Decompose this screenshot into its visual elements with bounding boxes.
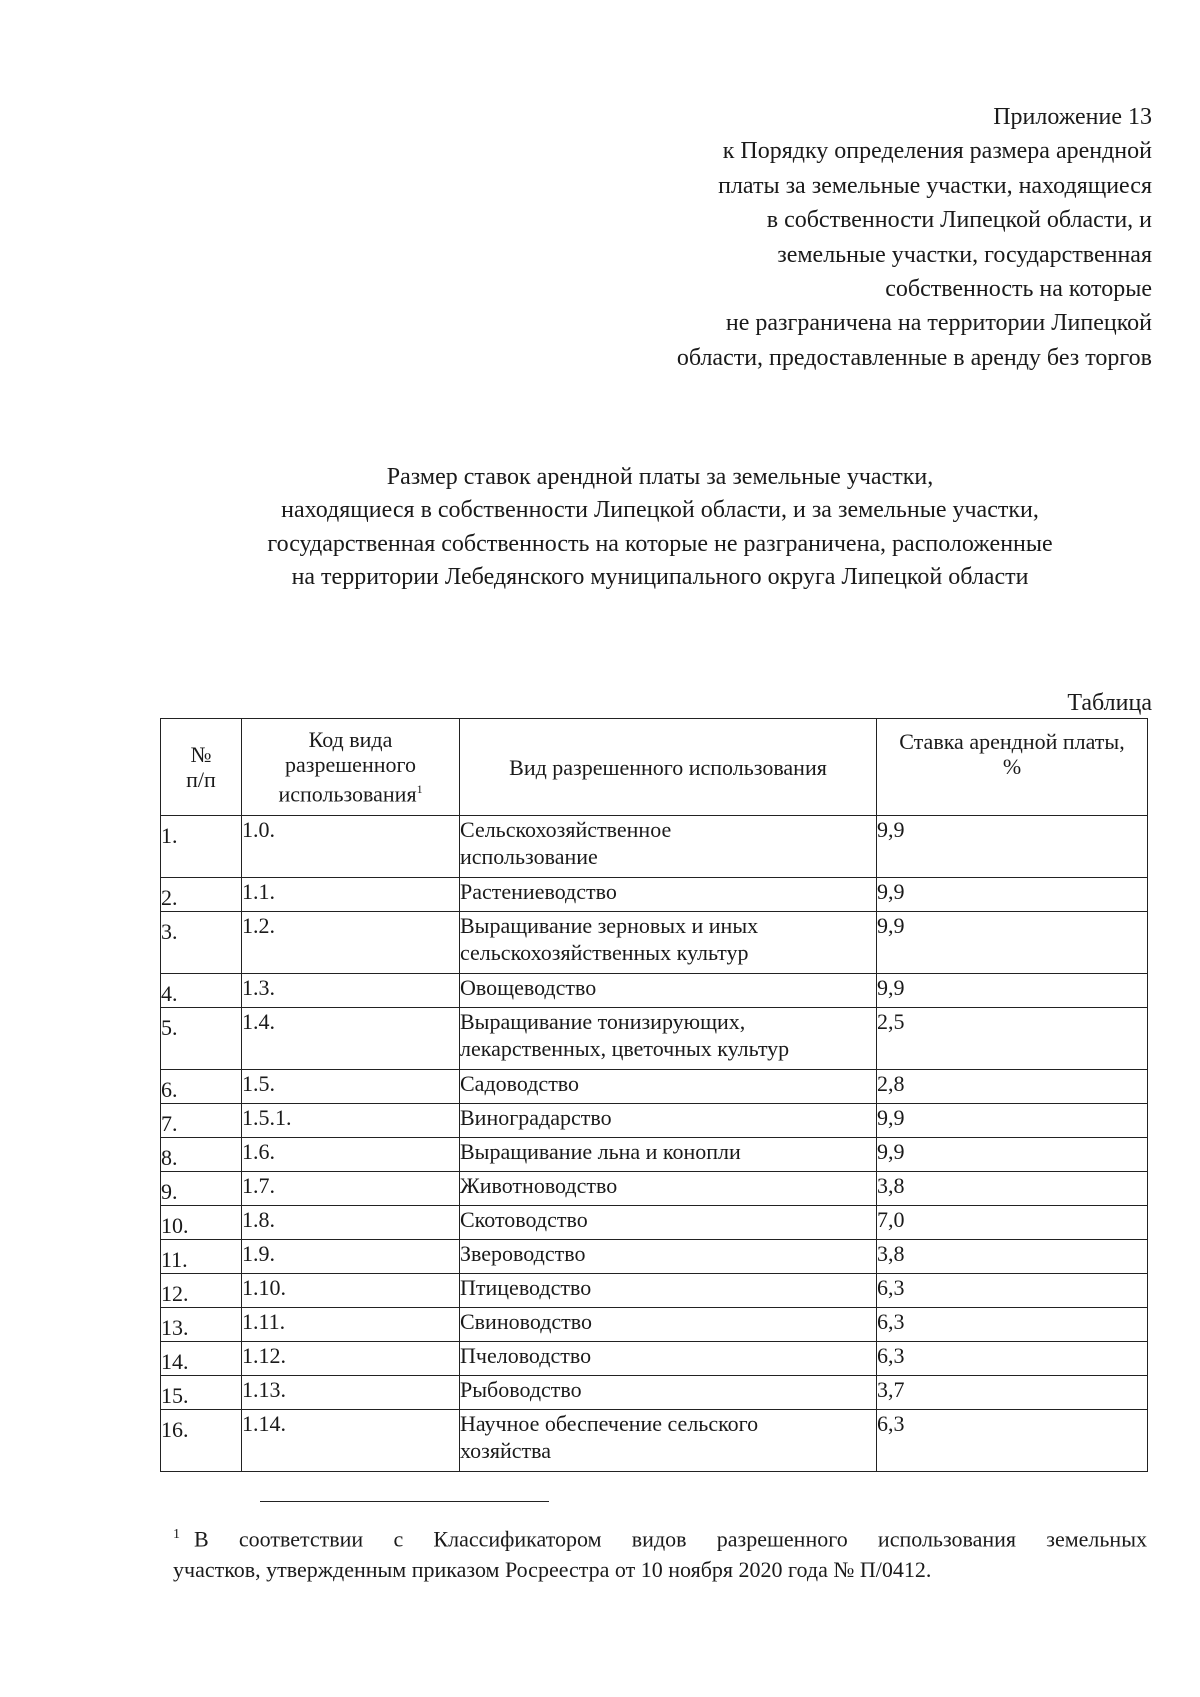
title-line: на территории Лебедянского муниципального округа Липецкой области: [291, 563, 1029, 590]
row-usage-type: Птицеводство: [460, 1274, 877, 1308]
row-usage-type: [460, 816, 877, 878]
usage-line: лекарственных, цветочных культур: [460, 1036, 790, 1061]
title-line: государственная собственность на которые не разграничена, расположенные: [267, 530, 1053, 557]
row-code: 1.10.: [242, 1274, 460, 1308]
row-rate: 2,8: [877, 1070, 1148, 1104]
rates-table: [160, 718, 1148, 1472]
row-number: 15.: [161, 1376, 242, 1410]
row-usage-type: Животноводство: [460, 1172, 877, 1206]
table-caption: Таблица: [1067, 690, 1152, 716]
row-rate: 2,5: [877, 1008, 1148, 1070]
row-code: 1.13.: [242, 1376, 460, 1410]
footnote-mark: 1: [173, 1527, 180, 1542]
row-rate: 9,9: [877, 816, 1148, 878]
row-usage-type: Свиноводство: [460, 1308, 877, 1342]
table-header-row: [161, 719, 1148, 816]
row-number: 13.: [161, 1308, 242, 1342]
appendix-line: Приложение 13: [993, 104, 1152, 130]
row-code: 1.5.1.: [242, 1104, 460, 1138]
row-rate: 3,8: [877, 1240, 1148, 1274]
table-row: [161, 1138, 1148, 1172]
title-line: находящиеся в собственности Липецкой области, и за земельные участки,: [281, 497, 1039, 524]
header-code-line: разрешенного: [285, 752, 416, 778]
row-rate: 9,9: [877, 912, 1148, 974]
row-usage-type: [460, 1410, 877, 1472]
table-row: [161, 878, 1148, 912]
header-number: [161, 719, 242, 816]
usage-line: хозяйства: [460, 1438, 551, 1463]
appendix-header: [512, 100, 1152, 375]
row-code: 1.5.: [242, 1070, 460, 1104]
appendix-line: в собственности Липецкой области, и: [766, 207, 1152, 234]
row-rate: 6,3: [877, 1308, 1148, 1342]
table-row: [161, 912, 1148, 974]
row-code: 1.7.: [242, 1172, 460, 1206]
row-usage-type: Звероводство: [460, 1240, 877, 1274]
row-usage-type: [460, 1008, 877, 1070]
row-usage-type: Рыбоводство: [460, 1376, 877, 1410]
table-row: [161, 1008, 1148, 1070]
table-row: [161, 1172, 1148, 1206]
row-code: 1.11.: [242, 1308, 460, 1342]
row-code: 1.14.: [242, 1410, 460, 1472]
row-usage-type: Растениеводство: [460, 878, 877, 912]
row-number: 9.: [161, 1172, 242, 1206]
row-number: 8.: [161, 1138, 242, 1172]
table-row: [161, 1240, 1148, 1274]
header-code-line: Код вида: [308, 727, 393, 753]
row-rate: 3,8: [877, 1172, 1148, 1206]
table-row: [161, 1274, 1148, 1308]
row-number: 7.: [161, 1104, 242, 1138]
row-usage-type: Пчеловодство: [460, 1342, 877, 1376]
row-number: 16.: [161, 1410, 242, 1472]
appendix-line: земельные участки, государственная: [777, 241, 1152, 268]
header-number-line: п/п: [186, 767, 216, 792]
row-code: 1.12.: [242, 1342, 460, 1376]
footnote-separator: [260, 1501, 549, 1502]
usage-line: Выращивание зерновых и иных: [460, 913, 759, 938]
row-code: 1.0.: [242, 816, 460, 878]
row-code: 1.6.: [242, 1138, 460, 1172]
row-number: 1.: [161, 816, 242, 878]
row-number: 3.: [161, 912, 242, 974]
table-row: [161, 1104, 1148, 1138]
header-number-line: №: [190, 742, 212, 767]
header-rate: [877, 719, 1148, 816]
row-code: 1.4.: [242, 1008, 460, 1070]
row-code: 1.9.: [242, 1240, 460, 1274]
row-number: 6.: [161, 1070, 242, 1104]
row-rate: 9,9: [877, 878, 1148, 912]
appendix-line: платы за земельные участки, находящиеся: [718, 172, 1152, 199]
title-line: Размер ставок арендной платы за земельные участки,: [386, 464, 934, 490]
row-number: 10.: [161, 1206, 242, 1240]
row-usage-type: Выращивание льна и конопли: [460, 1138, 877, 1172]
row-number: 12.: [161, 1274, 242, 1308]
row-code: 1.2.: [242, 912, 460, 974]
table-row: [161, 1410, 1148, 1472]
row-usage-type: Овощеводство: [460, 974, 877, 1008]
row-number: 14.: [161, 1342, 242, 1376]
row-usage-type: [460, 912, 877, 974]
header-code: [242, 719, 460, 816]
footnote-line: [173, 1519, 1147, 1554]
footnote-reference: 1: [416, 782, 423, 797]
appendix-line: не разграничена на территории Липецкой: [725, 310, 1152, 337]
row-number: 2.: [161, 878, 242, 912]
table-row: [161, 1308, 1148, 1342]
row-code: 1.1.: [242, 878, 460, 912]
row-rate: 9,9: [877, 974, 1148, 1008]
row-code: 1.3.: [242, 974, 460, 1008]
row-rate: 6,3: [877, 1342, 1148, 1376]
header-code-line: [242, 777, 459, 806]
header-rate-line: Ставка арендной платы,: [899, 729, 1125, 754]
row-rate: 6,3: [877, 1274, 1148, 1308]
footnote-text: В соответствии с Классификатором видов разрешенного использования земельных: [194, 1526, 1147, 1552]
row-usage-type: Садоводство: [460, 1070, 877, 1104]
appendix-line: области, предоставленные в аренду без торгов: [676, 344, 1152, 371]
appendix-line: к Порядку определения размера арендной: [722, 138, 1152, 165]
table-row: [161, 816, 1148, 878]
document-title: [160, 461, 1160, 594]
appendix-line: собственность на которые: [885, 276, 1152, 303]
row-rate: 6,3: [877, 1410, 1148, 1472]
table-row: [161, 1070, 1148, 1104]
header-usage-type: Вид разрешенного использования: [460, 719, 877, 816]
row-usage-type: Виноградарство: [460, 1104, 877, 1138]
footnote: [173, 1519, 1147, 1585]
table-row: [161, 1376, 1148, 1410]
row-rate: 3,7: [877, 1376, 1148, 1410]
table-row: [161, 974, 1148, 1008]
footnote-line: участков, утвержденным приказом Росреестра от 10 ноября 2020 года № П/0412.: [173, 1557, 932, 1583]
header-rate-line: %: [1002, 754, 1022, 779]
row-rate: 9,9: [877, 1138, 1148, 1172]
row-usage-type: Скотоводство: [460, 1206, 877, 1240]
table-row: [161, 1342, 1148, 1376]
table-row: [161, 1206, 1148, 1240]
row-code: 1.8.: [242, 1206, 460, 1240]
usage-line: Научное обеспечение сельского: [460, 1411, 759, 1436]
row-number: 11.: [161, 1240, 242, 1274]
usage-line: сельскохозяйственных культур: [460, 940, 749, 965]
header-code-text: использования: [278, 781, 417, 807]
row-number: 4.: [161, 974, 242, 1008]
row-rate: 7,0: [877, 1206, 1148, 1240]
usage-line: Выращивание тонизирующих,: [460, 1009, 746, 1034]
usage-line: использование: [460, 844, 598, 869]
row-rate: 9,9: [877, 1104, 1148, 1138]
row-number: 5.: [161, 1008, 242, 1070]
usage-line: Сельскохозяйственное: [460, 817, 672, 842]
